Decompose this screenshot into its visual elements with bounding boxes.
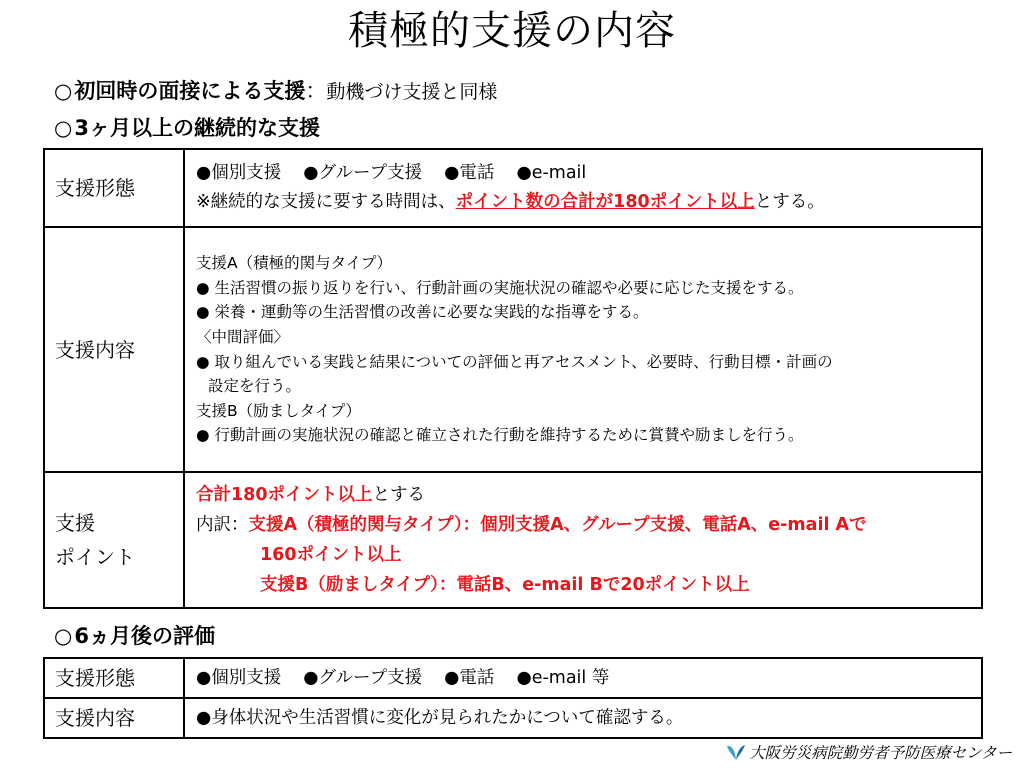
row-content — [184, 149, 982, 227]
support-type-item: ●グループ支援 — [303, 163, 423, 183]
support-type-item: ●e-mail — [516, 163, 587, 183]
section-title: 6ヵ月後の評価 — [74, 624, 215, 648]
support-type-item: ●グループ支援 — [303, 668, 423, 688]
row-label: 支援内容 — [44, 227, 184, 472]
support-type-item: ●電話 — [444, 668, 495, 688]
row-label: 支援内容 — [44, 698, 184, 738]
points-text: 内訳： — [196, 515, 249, 535]
section-title: 3ヶ月以上の継続的な支援 — [74, 116, 320, 140]
section-heading-six-month-evaluation — [54, 622, 215, 650]
row-label — [44, 472, 184, 608]
table-row — [44, 698, 982, 738]
points-line — [196, 480, 975, 510]
row-label: 支援形態 — [44, 658, 184, 698]
section-heading-continuous-support — [54, 114, 320, 142]
highlight-text: 支援A（積極的関与タイプ）：個別支援A、グループ支援、電話A、e-mail Aで — [248, 515, 867, 535]
highlight-text: 合計180ポイント以上 — [196, 485, 373, 505]
table-row — [44, 149, 982, 227]
section-title: 初回時の面接による支援 — [74, 79, 306, 103]
footer-organization — [725, 742, 1012, 764]
time-note-line — [196, 188, 975, 217]
points-line — [196, 510, 975, 540]
table-row — [44, 658, 982, 698]
evaluation-table — [43, 657, 983, 739]
row-content — [184, 472, 982, 608]
row-content — [184, 227, 982, 472]
points-line — [196, 540, 975, 570]
table-row — [44, 227, 982, 472]
support-type-item: ●電話 — [444, 163, 495, 183]
note-text: とする。 — [754, 192, 825, 212]
support-types-line — [196, 663, 975, 693]
points-text: とする — [372, 485, 426, 505]
section-description: 動機づけ支援と同様 — [326, 81, 498, 103]
highlight-text: ポイント数の合計が180ポイント以上 — [455, 192, 755, 212]
row-content — [184, 658, 982, 698]
row-content — [184, 698, 982, 738]
content-line: 支援A（積極的関与タイプ） — [196, 254, 392, 273]
organization-name: 大阪労災病院勤労者予防医療センター — [749, 744, 1012, 762]
support-types-line — [196, 159, 975, 188]
content-line: ●身体状況や生活習慣に変化が見られたかについて確認する。 — [196, 708, 684, 728]
content-line: ● 栄養・運動等の生活習慣の改善に必要な実践的な指導をする。 — [196, 303, 649, 322]
content-line: 支援B（励ましタイプ） — [196, 401, 362, 420]
note-text: ※継続的な支援に要する時間は、 — [196, 192, 456, 212]
circle-mark: ○ — [54, 79, 73, 103]
highlight-text: 支援B（励ましタイプ）：電話B、e-mail Bで20ポイント以上 — [260, 575, 750, 595]
circle-mark: ○ — [54, 624, 73, 648]
points-line — [196, 570, 975, 600]
page-title: 積極的支援の内容 — [348, 8, 676, 54]
highlight-text: 160ポイント以上 — [260, 545, 402, 565]
content-line: 〈中間評価〉 — [196, 327, 290, 346]
separator: ： — [305, 79, 327, 103]
content-line: ● 行動計画の実施状況の確認と確立された行動を維持するために賞賛や励ましを行う。 — [196, 426, 804, 445]
support-type-item: ●個別支援 — [196, 163, 282, 183]
circle-mark: ○ — [54, 116, 73, 140]
row-label: 支援形態 — [44, 149, 184, 227]
table-row — [44, 472, 982, 608]
content-line: ● 生活習慣の振り返りを行い、行動計画の実施状況の確認や必要に応じた支援をする。 — [196, 278, 804, 297]
continuous-support-table — [43, 148, 983, 609]
support-type-item: ●e-mail 等 — [516, 668, 610, 688]
label-line: ポイント — [55, 545, 135, 569]
content-line: ● 取り組んでいる実践と結果についての評価と再アセスメント、必要時、行動目標・計画の — [196, 352, 833, 371]
section-heading-initial-interview — [54, 77, 497, 106]
leaf-logo-icon — [725, 743, 747, 763]
support-type-item: ●個別支援 — [196, 668, 282, 688]
label-line: 支援 — [55, 511, 95, 535]
content-line: 設定を行う。 — [208, 377, 302, 396]
